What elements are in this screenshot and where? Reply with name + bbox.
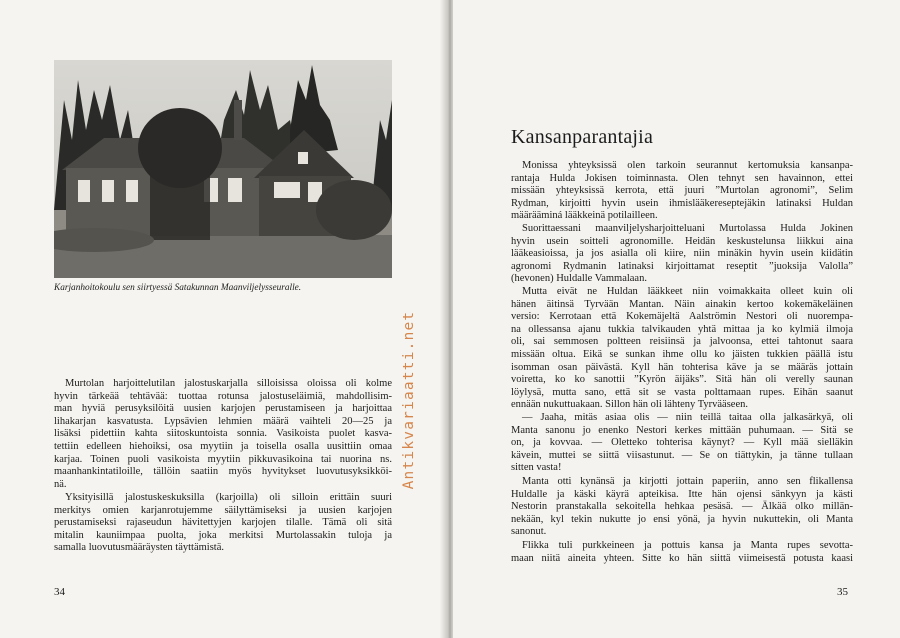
text-line: sanonut. xyxy=(511,526,547,538)
text-line: Nestorin pranstakalla sekoitella hehkaa pesäsä. — Älkää olko millän- xyxy=(511,501,853,513)
text-line: nekään, kyl tekin nukutte jo ensi yönä, ja hyvin nukuttekin, oli Manta xyxy=(511,513,853,525)
text-line: missään yhteyksissä kerrota, että juuri ”Murtolan agronomi”, Selim xyxy=(511,185,853,197)
text-line: lääkeasioissa, ja jos asialla oli kiire, niin minäkin hyvin usein kiidätin xyxy=(511,248,853,260)
text-line: Rydman, kirjoitti hyvin usein ihmislääkereseptejäkin latinaksi Huldan xyxy=(511,197,853,209)
left-paragraph-2 xyxy=(54,492,392,555)
right-paragraph-1 xyxy=(511,160,853,223)
text-line: mitalin kauniimpaa puolta, joka merkitsi Murtolassakin tuloja ja xyxy=(54,529,392,541)
text-line: rantaja Hulda Jokisen toiminnasta. Olen tehnyt sen havainnon, ettei xyxy=(511,172,853,184)
text-line: Mutta eivät ne Huldan lääkkeet niin voimakkaita olleet kuin oli xyxy=(522,286,853,297)
farmhouse-photo xyxy=(54,60,392,278)
text-line: maanhankintatiloille, tällöin saatiin myös hyvitykset luovutusyksikköi- xyxy=(54,466,392,478)
right-paragraph-5 xyxy=(511,476,853,539)
text-line: hyvin usein soitteli agronomille. Heidän keskustelunsa liikkui aina xyxy=(511,235,853,247)
text-line: sitten vasta! xyxy=(511,462,562,474)
text-line: Huldalle ja käski käyrä apteikisa. Itte hän ojensi sänkyyn ja kästi xyxy=(511,488,853,500)
text-line: hänen äitinsä Tyrvään Mantan. Näin ainakin kertoo kokemäkeläinen xyxy=(511,298,853,310)
text-line: on, ja kovvaa. — Oletteko tohterisa käynyt? — Kyll mää sielläkin xyxy=(511,437,853,449)
text-line: lisäksi pidettiin kahta siitoskuntoista sonnia. Vasikoista puolet kasva- xyxy=(54,428,392,440)
text-line: maan niitä aineita yhteen. Sitte ko hän siittä viimeisestä potusta kaasi xyxy=(511,552,853,564)
text-line: tettiin edelleen hiehoiksi, osa myytiin ja toisella osalla uusittiin omaa xyxy=(54,440,392,452)
text-line: Suorittaessani maanviljelysharjoitteluani Murtolassa Hulda Jokinen xyxy=(522,223,853,234)
text-line: merkitys omien karjanrotujemme säilyttämiseksi ja uusien karjojen xyxy=(54,504,392,516)
text-line: karjaa. Toinen puoli vasikoista myytiin pikkuvasikoina tai nuorina ns. xyxy=(54,453,392,465)
text-line: hyvin tärkeää tehtävää: tuottaa rotunsa jalostuseläimiä, mahdollisim- xyxy=(54,390,392,402)
text-line: na ollessansa ajanu tukkia talvikauden yhtä mittaa ja ko kylmiä ilmoja xyxy=(511,323,853,335)
text-line: samalla luovutusmääräysten täyttämistä. xyxy=(54,542,224,554)
text-line: määrääminá lääkkeinä potilailleen. xyxy=(511,210,658,222)
photo-caption: Karjanhoitokoulu sen siirtyessä Satakunnan Maanviljelysseuralle. xyxy=(54,283,302,293)
text-line: man hyviä perusyksilöitä uusien karjojen perustamiseen ja harjoittaa xyxy=(54,403,392,415)
text-line: Yksityisillä jalostuskeskuksilla (karjoilla) oli silloin erittäin suuri xyxy=(65,492,392,503)
text-line: missään oltua. Eikä se sunkan ihme ollu ko jäisten tukkien päällä istu xyxy=(511,348,853,360)
text-line: isomman osan päivästä. Kyll hän tohterisa käve ja se määräs jottain xyxy=(511,361,853,373)
text-line: versio: Kerrotaan että Kokemäjeltä Aalströmin Nestori oli nuorempa- xyxy=(511,311,853,323)
text-line: (hevonen) Huldalle Vammalaan. xyxy=(511,273,647,285)
right-paragraph-4 xyxy=(511,412,853,475)
text-line: kävein, muttei se siittä viisastunut. — Se on tiättykin, ja tänne tullaan xyxy=(511,449,853,461)
text-line: oli, sai semmosen poltteen reisiinsä ja jalvoonsa, ettei tahtonut saara xyxy=(511,336,853,348)
text-line: voiretta, ko ko sanottii ”Kyrön äijäks”. Sitä hän oli verelly saunan xyxy=(511,374,853,386)
text-line: ennään nukuttuakaan. Sillon hän oli lähteny Tyrvääseen. xyxy=(511,399,749,411)
left-page xyxy=(0,0,447,638)
text-line: lihakarjan kasvatusta. Lypsävien lehmien määrä vaihteli 20—25 ja xyxy=(54,415,392,427)
text-line: agronomi Rydmanin latinaksi kirjoittamat reseptit ”juoksija Valolla” xyxy=(511,260,853,272)
right-paragraph-3 xyxy=(511,286,853,412)
text-line: Flikka tuli purkkeineen ja pottuis kansa ja Manta rupes sevotta- xyxy=(522,540,853,551)
text-line: löylysä, mutta sano, että sit se vasta polttamaan rupes. Eihän saanut xyxy=(511,386,853,398)
chapter-title: Kansanparantajia xyxy=(511,126,654,148)
text-line: Manta sanonu jo enenko Nestori kerkes mittään puhumaan. — Sitä se xyxy=(511,424,853,436)
right-paragraph-2 xyxy=(511,223,853,286)
text-line: Monissa yhteyksissä olen tarkoin seurannut kertomuksia kansanpa- xyxy=(522,160,853,171)
right-page-number: 35 xyxy=(837,586,848,598)
text-line: Murtolan harjoittelutilan jalostuskarjalla silloisissa oloissa oli kolme xyxy=(65,378,392,389)
text-line: — Jaaha, mitäs asiaa olis — niin teillä taitaa olla jalkasärkyä, oli xyxy=(522,412,853,423)
left-paragraph-1 xyxy=(54,378,392,491)
text-line: nä. xyxy=(54,478,67,490)
text-line: perustamiseksi rajaseudun hävitettyjen karjojen tilalle. Tämä oli sitä xyxy=(54,517,392,529)
text-line: Manta otti kynänsä ja kirjotti jottain paperiin, anno sen flikallensa xyxy=(522,476,853,487)
right-paragraph-6 xyxy=(511,540,853,565)
watermark: Antikvariaatti.net xyxy=(401,310,417,490)
left-page-number: 34 xyxy=(54,586,65,598)
